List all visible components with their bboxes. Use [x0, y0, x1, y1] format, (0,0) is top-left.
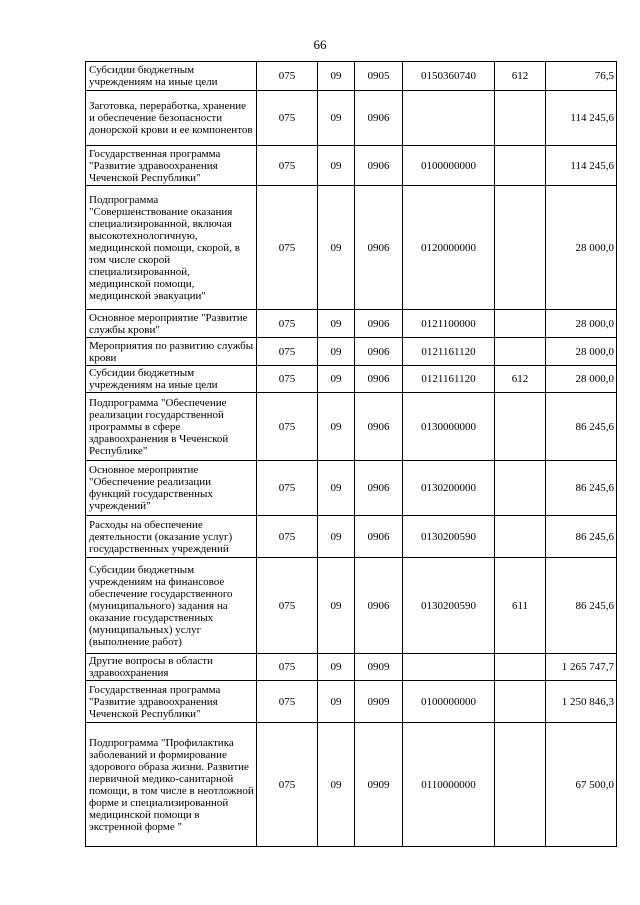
ministry-code: 075: [257, 186, 318, 310]
expense-code: 612: [495, 366, 546, 393]
table-row: [86, 681, 617, 723]
ministry-code: 075: [257, 654, 318, 681]
expense-code: [495, 681, 546, 723]
subsection-code: 0906: [355, 366, 403, 393]
ministry-code: 075: [257, 681, 318, 723]
subsection-code: 0906: [355, 516, 403, 558]
amount: 114 245,6: [546, 91, 617, 146]
ministry-code: 075: [257, 393, 318, 461]
section-code: 09: [318, 723, 355, 847]
table-row: [86, 723, 617, 847]
amount: 114 245,6: [546, 146, 617, 186]
target-code: 0121161120: [403, 366, 495, 393]
ministry-code: 075: [257, 62, 318, 91]
table-row: [86, 558, 617, 654]
table-row: [86, 338, 617, 366]
table-row: [86, 62, 617, 91]
target-code: 0150360740: [403, 62, 495, 91]
target-code: 0100000000: [403, 146, 495, 186]
amount: 67 500,0: [546, 723, 617, 847]
row-name: Расходы на обеспечение деятельности (оказание услуг) государственных учреждений: [86, 516, 257, 558]
section-code: 09: [318, 393, 355, 461]
row-name: Заготовка, переработка, хранение и обеспечение безопасности донорской крови и ее компонентов: [86, 91, 257, 146]
target-code: [403, 654, 495, 681]
section-code: 09: [318, 91, 355, 146]
ministry-code: 075: [257, 366, 318, 393]
ministry-code: 075: [257, 146, 318, 186]
target-code: 0120000000: [403, 186, 495, 310]
amount: 28 000,0: [546, 310, 617, 338]
target-code: 0130200590: [403, 558, 495, 654]
section-code: 09: [318, 558, 355, 654]
expense-code: [495, 516, 546, 558]
table-row: [86, 146, 617, 186]
target-code: [403, 91, 495, 146]
ministry-code: 075: [257, 558, 318, 654]
expense-code: 612: [495, 62, 546, 91]
row-name: Основное мероприятие "Развитие службы крови": [86, 310, 257, 338]
amount: 86 245,6: [546, 393, 617, 461]
row-name: Мероприятия по развитию службы крови: [86, 338, 257, 366]
section-code: 09: [318, 681, 355, 723]
subsection-code: 0906: [355, 146, 403, 186]
target-code: 0110000000: [403, 723, 495, 847]
amount: 86 245,6: [546, 516, 617, 558]
row-name: Субсидии бюджетным учреждениям на иные цели: [86, 366, 257, 393]
expense-code: [495, 723, 546, 847]
ministry-code: 075: [257, 338, 318, 366]
row-name: Субсидии бюджетным учреждениям на иные цели: [86, 62, 257, 91]
section-code: 09: [318, 146, 355, 186]
amount: 28 000,0: [546, 366, 617, 393]
section-code: 09: [318, 338, 355, 366]
ministry-code: 075: [257, 516, 318, 558]
amount: 28 000,0: [546, 338, 617, 366]
expense-code: [495, 186, 546, 310]
row-name: Подпрограмма "Совершенствование оказания специализированной, включая высокотехнологичную, медицинской помощи, скорой, в том числе скорой специализированной, медицинской помощи, медицинской эвакуации": [86, 186, 257, 310]
table-row: [86, 366, 617, 393]
target-code: 0130200000: [403, 461, 495, 516]
ministry-code: 075: [257, 723, 318, 847]
table-row: [86, 310, 617, 338]
section-code: 09: [318, 62, 355, 91]
amount: 1 250 846,3: [546, 681, 617, 723]
row-name: Основное мероприятие "Обеспечение реализации функций государственных учреждений": [86, 461, 257, 516]
table-row: [86, 516, 617, 558]
subsection-code: 0909: [355, 723, 403, 847]
expense-code: [495, 393, 546, 461]
expense-code: [495, 338, 546, 366]
subsection-code: 0906: [355, 461, 403, 516]
ministry-code: 075: [257, 91, 318, 146]
amount: 86 245,6: [546, 461, 617, 516]
table-row: [86, 186, 617, 310]
section-code: 09: [318, 461, 355, 516]
subsection-code: 0906: [355, 338, 403, 366]
row-name: Государственная программа "Развитие здравоохранения Чеченской Республики": [86, 681, 257, 723]
subsection-code: 0905: [355, 62, 403, 91]
subsection-code: 0906: [355, 186, 403, 310]
subsection-code: 0906: [355, 558, 403, 654]
ministry-code: 075: [257, 310, 318, 338]
table-row: [86, 91, 617, 146]
section-code: 09: [318, 516, 355, 558]
subsection-code: 0906: [355, 393, 403, 461]
target-code: 0100000000: [403, 681, 495, 723]
subsection-code: 0906: [355, 310, 403, 338]
section-code: 09: [318, 366, 355, 393]
expense-code: [495, 654, 546, 681]
table-row: [86, 393, 617, 461]
expense-code: [495, 91, 546, 146]
expense-code: [495, 146, 546, 186]
expense-code: 611: [495, 558, 546, 654]
budget-table: [85, 61, 617, 847]
amount: 86 245,6: [546, 558, 617, 654]
target-code: 0130200590: [403, 516, 495, 558]
table-row: [86, 461, 617, 516]
row-name: Другие вопросы в области здравоохранения: [86, 654, 257, 681]
amount: 1 265 747,7: [546, 654, 617, 681]
row-name: Субсидии бюджетным учреждениям на финансовое обеспечение государственного (муниципального) задания на оказание государственных (муниципальных) услуг (выполнение работ): [86, 558, 257, 654]
amount: 28 000,0: [546, 186, 617, 310]
table-row: [86, 654, 617, 681]
target-code: 0130000000: [403, 393, 495, 461]
target-code: 0121161120: [403, 338, 495, 366]
subsection-code: 0909: [355, 654, 403, 681]
row-name: Государственная программа "Развитие здравоохранения Чеченской Республики": [86, 146, 257, 186]
target-code: 0121100000: [403, 310, 495, 338]
section-code: 09: [318, 310, 355, 338]
section-code: 09: [318, 186, 355, 310]
amount: 76,5: [546, 62, 617, 91]
subsection-code: 0906: [355, 91, 403, 146]
ministry-code: 075: [257, 461, 318, 516]
subsection-code: 0909: [355, 681, 403, 723]
row-name: Подпрограмма "Профилактика заболеваний и формирование здорового образа жизни. Развитие первичной медико-санитарной помощи, в том числе в неотложной форме и специализированной медицинской помощи в экстренной форме ": [86, 723, 257, 847]
section-code: 09: [318, 654, 355, 681]
expense-code: [495, 310, 546, 338]
expense-code: [495, 461, 546, 516]
row-name: Подпрограмма "Обеспечение реализации государственной программы в сфере здравоохранения в Чеченской Республике": [86, 393, 257, 461]
page-number: 66: [313, 37, 327, 52]
